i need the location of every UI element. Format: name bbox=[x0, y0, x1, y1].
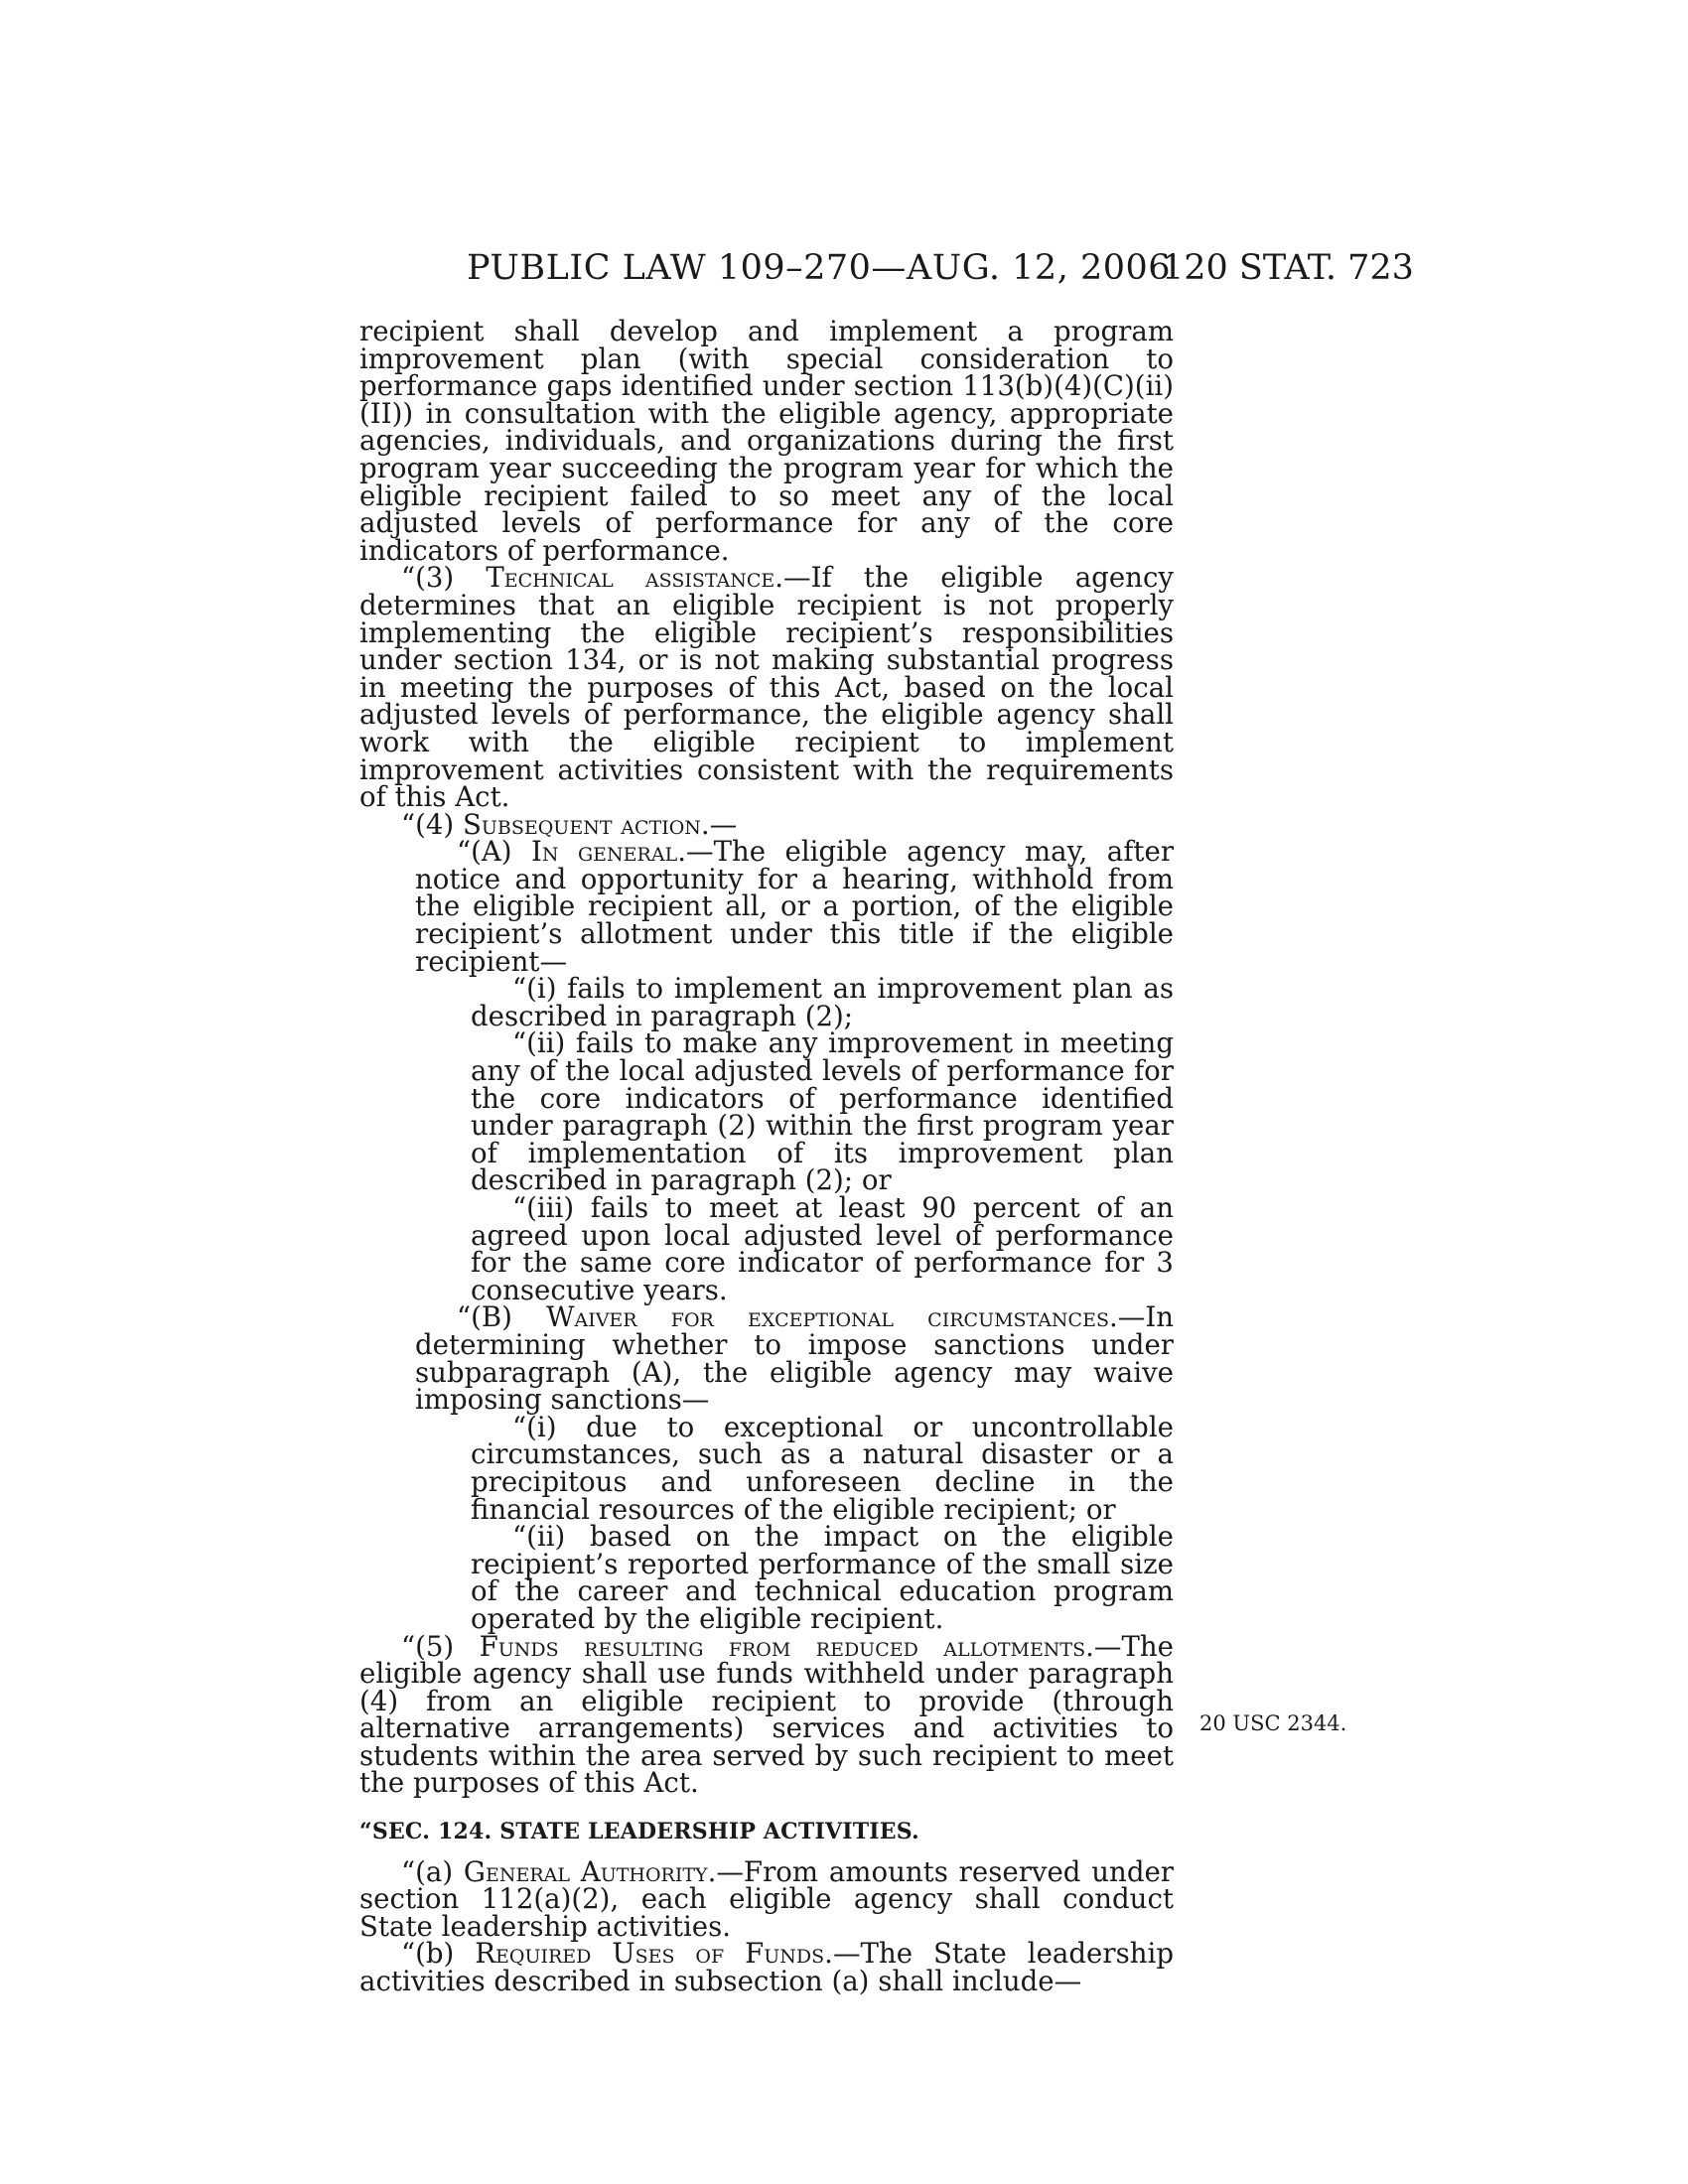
paragraph-4-heading: Subsequent action bbox=[462, 807, 701, 841]
paragraph-5-number: “(5) bbox=[401, 1629, 480, 1663]
margin-citation: 20 USC 2344. bbox=[1199, 1711, 1347, 1735]
subparagraph-A-text: .—The eligible agency may, after notice and opportunity for a hearing, withhold from the eligible recipient all, or a portion, of the eligible recipient’s allotment under this title if the eligible recipient— bbox=[415, 835, 1175, 978]
clause-B-ii: “(ii) based on the impact on the eligible recipient’s reported performance of the small size of the career and technical education program operated by the eligible recipient. bbox=[471, 1520, 1174, 1635]
paragraph-3 bbox=[359, 561, 1174, 814]
paragraph-4 bbox=[359, 807, 1174, 841]
paragraph-3-text: .—If the eligible agency determines that an eligible recipient is not properly implementing the eligible recipient’s responsibilities under section 134, or is not making substantial progress in meeting the purposes of this Act, based on the local adjusted levels of performance, the eligible agency shall work with the eligible recipient to implement improvement activities consistent with the requirements of this Act. bbox=[359, 561, 1174, 814]
subparagraph-A-number: “(A) bbox=[457, 835, 532, 869]
clause-B-i: “(i) due to exceptional or uncontrollable circumstances, such as a natural disaster or a precipitous and unforeseen decline in the financial resources of the eligible recipient; or bbox=[471, 1410, 1174, 1526]
subparagraph-B-number: “(B) bbox=[457, 1300, 547, 1334]
clause-A-iii: “(iii) fails to meet at least 90 percent of an agreed upon local adjusted level of performance for the same core indicator of performance for 3 consecutive years. bbox=[471, 1191, 1174, 1306]
subparagraph-B bbox=[359, 1300, 1175, 1417]
section-title: “SEC. 124. STATE LEADERSHIP ACTIVITIES. bbox=[359, 1819, 919, 1845]
paragraph-5 bbox=[359, 1629, 1174, 1800]
paragraph-4-text: .— bbox=[700, 807, 738, 841]
subparagraph-B-heading: Waiver for exceptional circumstances bbox=[546, 1300, 1109, 1334]
subparagraph-B-text: .—In determining whether to impose sanctions under subparagraph (A), the eligible agency may waive imposing sanctions— bbox=[415, 1300, 1175, 1417]
subsection-a-heading: General Authority bbox=[463, 1854, 708, 1888]
page-header-title: PUBLIC LAW 109–270—AUG. 12, 2006 bbox=[467, 248, 1172, 288]
paragraph-4-number: “(4) bbox=[401, 807, 463, 841]
subsection-b-heading: Required Uses of Funds bbox=[475, 1937, 825, 1971]
subsection-b bbox=[359, 1937, 1174, 1998]
subparagraph-A bbox=[359, 835, 1175, 978]
subsection-b-text: .—The State leadership activities described in subsection (a) shall include— bbox=[359, 1937, 1174, 1998]
subsection-a-text: .—From amounts reserved under section 112(a)(2), each eligible agency shall conduct State leadership activities. bbox=[359, 1854, 1175, 1943]
subsection-a-number: “(a) bbox=[401, 1854, 464, 1888]
paragraph-3-heading: Technical assistance bbox=[486, 561, 775, 595]
document-body bbox=[359, 315, 1175, 1998]
subsection-b-number: “(b) bbox=[401, 1937, 476, 1971]
clause-A-ii: “(ii) fails to make any improvement in meeting any of the local adjusted levels of performance for the core indicators of performance identified under paragraph (2) within the first program year of implementation of its improvement plan described in paragraph (2); or bbox=[471, 1026, 1174, 1197]
subsection-a bbox=[359, 1854, 1175, 1943]
page-header-stat: 120 STAT. 723 bbox=[1162, 248, 1414, 288]
subparagraph-A-heading: In general bbox=[531, 835, 678, 869]
paragraph-5-heading: Funds resulting from reduced allotments bbox=[479, 1629, 1086, 1663]
paragraph-3-number: “(3) bbox=[401, 561, 487, 595]
paragraph-continuation: recipient shall develop and implement a program improvement plan (with special consideration to performance gaps identified under section 113(b)(4)(C)(ii)(II)) in consultation with the eligible agency, appropriate agencies, individuals, and organizations during the first program year succeeding the program year for which the eligible recipient failed to so meet any of the local adjusted levels of performance for any of the core indicators of performance. bbox=[359, 315, 1174, 567]
clause-A-i: “(i) fails to implement an improvement plan as described in paragraph (2); bbox=[471, 972, 1174, 1032]
paragraph-5-text: .—The eligible agency shall use funds withheld under paragraph (4) from an eligible recipient to provide (through alternative arrangements) services and activities to students within the area served by such recipient to meet the purposes of this Act. bbox=[359, 1629, 1174, 1800]
